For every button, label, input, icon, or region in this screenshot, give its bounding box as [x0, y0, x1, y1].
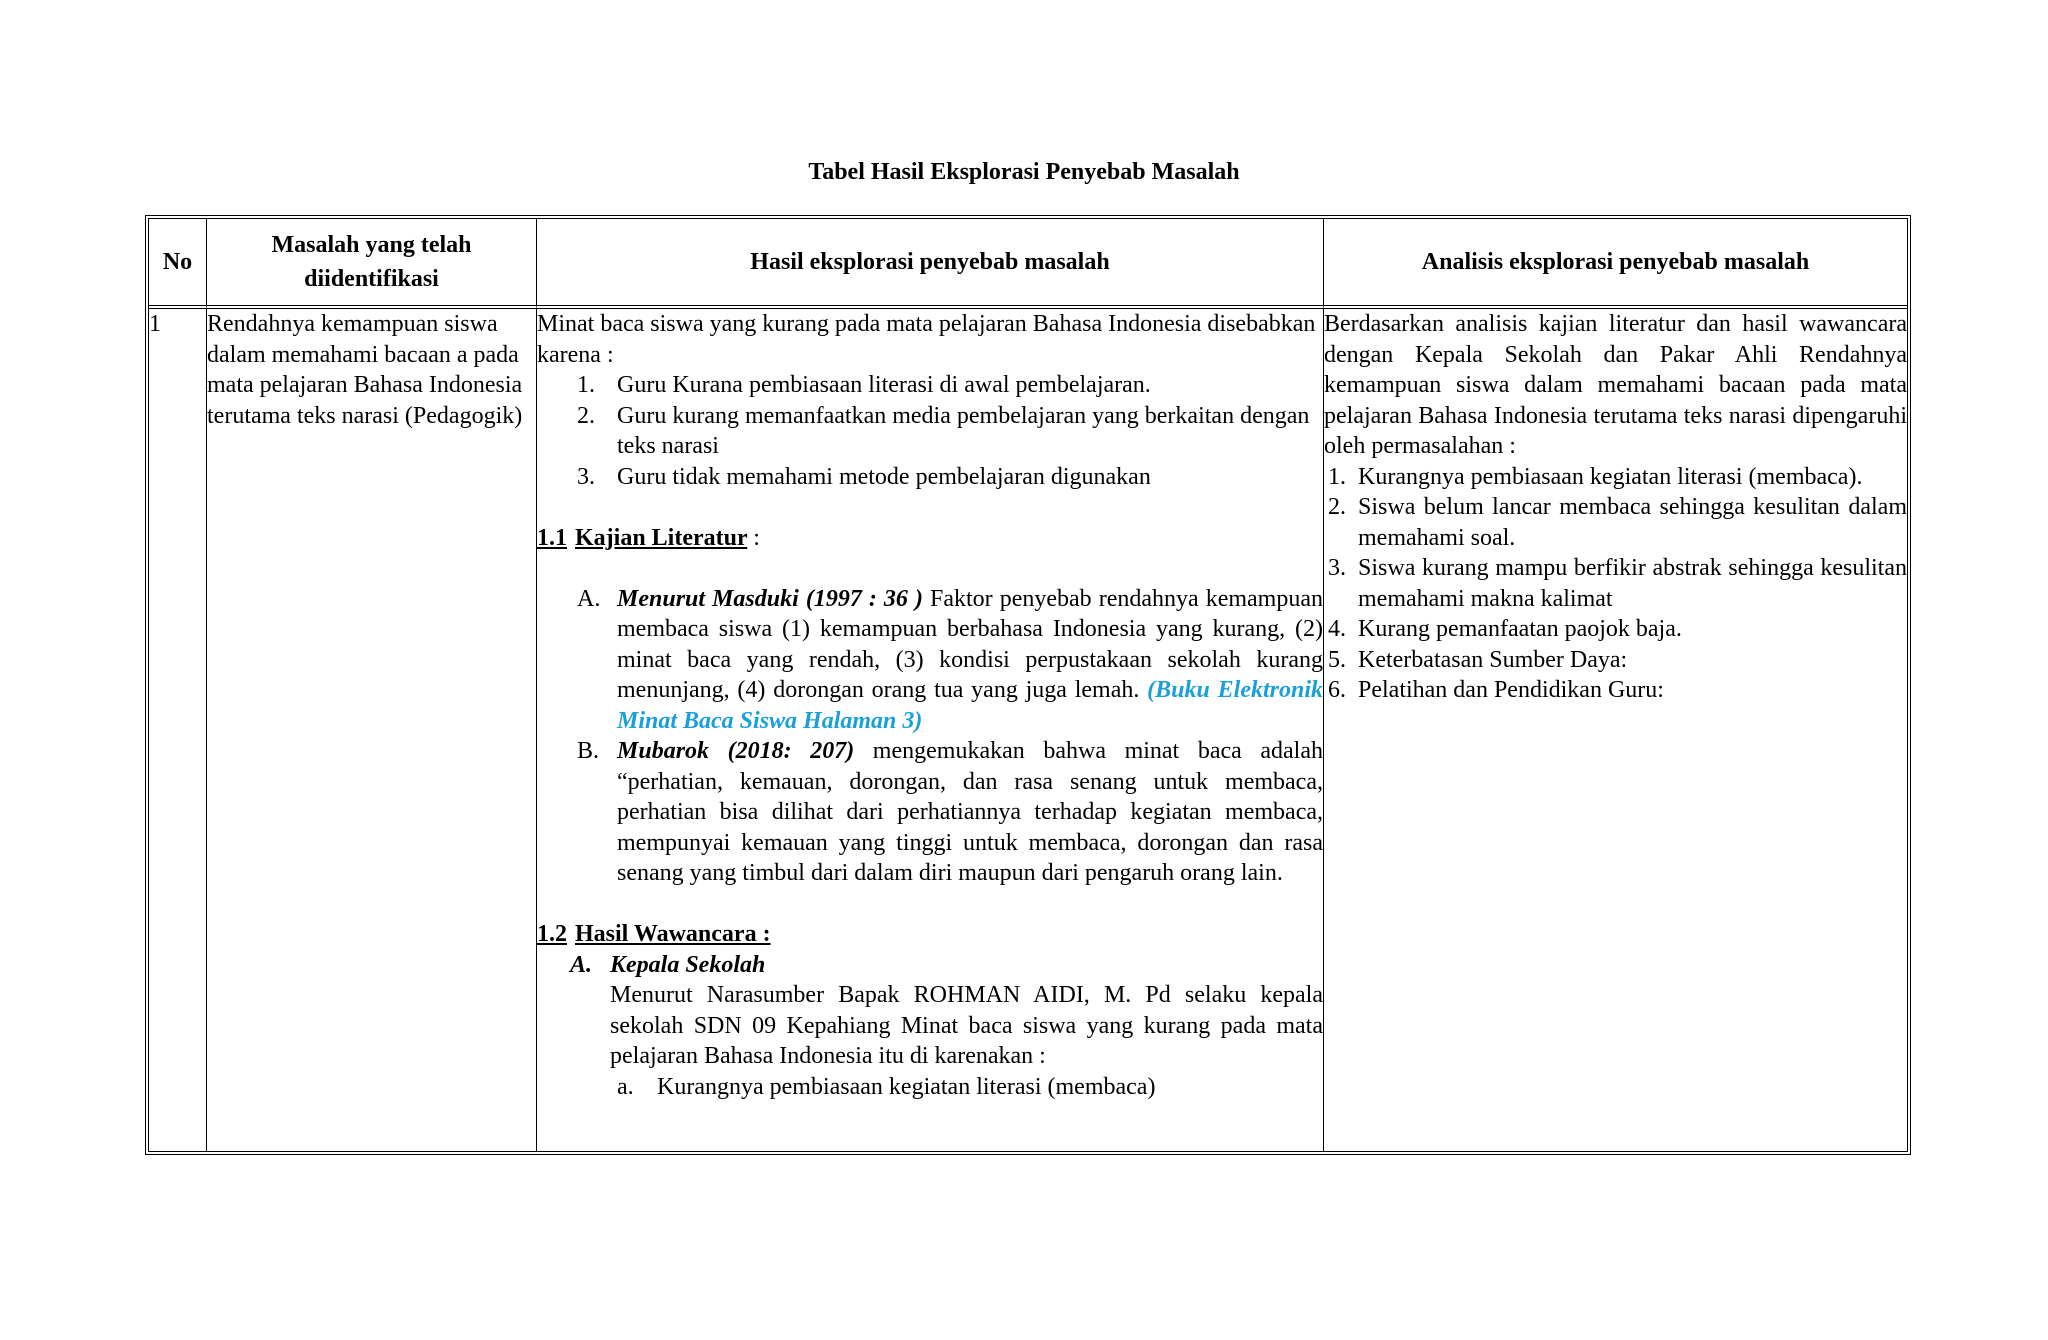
principal-sub-item-text: Kurangnya pembiasaan kegiatan literasi (membaca) — [657, 1073, 1156, 1100]
list-item-text: Kurang pemanfaatan paojok baja. — [1358, 616, 1682, 642]
header-analysis: Analisis eksplorasi penyebab masalah — [1324, 219, 1907, 309]
literature-title: Kajian Literatur — [575, 524, 748, 551]
list-item — [537, 370, 1323, 401]
principal-sub-item — [537, 1072, 1323, 1103]
cell-explore — [537, 309, 1324, 1151]
list-item — [1324, 462, 1907, 493]
list-item-text: Keterbatasan Sumber Daya: — [1358, 646, 1628, 673]
literature-colon: : — [753, 524, 760, 551]
list-item-number: 4. — [1328, 616, 1346, 642]
list-item — [1324, 675, 1907, 706]
exploration-table — [145, 215, 1911, 1155]
explore-cause-list — [537, 370, 1323, 492]
list-item-number: 6. — [1328, 677, 1346, 703]
list-item-number: 1. — [1328, 463, 1346, 490]
cell-no: 1 — [149, 309, 207, 1151]
cell-problem: Rendahnya kemampuan siswa dalam memahami bacaan a pada mata pelajaran Bahasa Indonesia terutama teks narasi (Pedagogik) — [207, 309, 537, 1151]
literature-item-b-number: B. — [577, 738, 600, 764]
explore-intro: Minat baca siswa yang kurang pada mata pelajaran Bahasa Indonesia disebabkan karena : — [537, 311, 1316, 368]
principal-number: A. — [570, 951, 593, 978]
literature-heading — [537, 523, 1323, 554]
literature-a-citation: (Buku Elektronik Minat Baca Siswa Halaman 3) — [617, 677, 1324, 734]
page-title: Tabel Hasil Eksplorasi Penyebab Masalah — [808, 159, 1240, 185]
list-item-number: 2. — [1328, 494, 1346, 520]
analysis-list — [1324, 462, 1907, 706]
list-item-text: Siswa kurang mampu berfikir abstrak sehingga kesulitan memahami makna kalimat — [1358, 555, 1907, 612]
header-problem: Masalah yang telah diidentifikasi — [207, 219, 537, 309]
principal-title: Kepala Sekolah — [610, 951, 766, 978]
literature-item-b — [537, 736, 1323, 889]
literature-number: 1.1 — [537, 524, 567, 551]
list-item-text: Guru kurang memanfaatkan media pembelajaran yang berkaitan dengan teks narasi — [617, 402, 1310, 459]
literature-a-author: Menurut Masduki (1997 : 36 ) — [617, 585, 923, 612]
interview-number: 1.2 — [537, 921, 567, 947]
literature-item-a — [537, 584, 1323, 737]
list-item — [537, 462, 1323, 493]
list-item — [1324, 645, 1907, 676]
list-item-number: 3. — [577, 463, 595, 490]
list-item-number: 5. — [1328, 646, 1346, 673]
table-row — [149, 309, 1907, 1151]
literature-b-author: Mubarok (2018: 207) — [617, 738, 855, 764]
principal-heading — [537, 950, 1323, 981]
list-item — [1324, 614, 1907, 645]
interview-title: Hasil Wawancara : — [575, 921, 771, 947]
list-item — [1324, 553, 1907, 614]
principal-text: Menurut Narasumber Bapak ROHMAN AIDI, M. Pd selaku kepala sekolah SDN 09 Kepahiang Minat baca siswa yang kurang pada mata pelajaran Bahasa Indonesia itu di karenakan : — [610, 982, 1323, 1069]
interview-heading — [537, 919, 1323, 950]
header-explore: Hasil eksplorasi penyebab masalah — [537, 219, 1324, 309]
literature-item-a-number: A. — [577, 585, 601, 612]
list-item-text: Siswa belum lancar membaca sehingga kesulitan dalam memahami soal. — [1358, 494, 1907, 551]
table-header-row — [149, 219, 1907, 309]
list-item-text: Guru Kurana pembiasaan literasi di awal pembelajaran. — [617, 372, 1151, 398]
list-item — [537, 401, 1323, 462]
list-item-text: Guru tidak memahami metode pembelajaran digunakan — [617, 463, 1151, 490]
list-item-number: 3. — [1328, 555, 1346, 581]
literature-b-text: mengemukakan bahwa minat baca adalah “perhatian, kemauan, dorongan, dan rasa senang untuk membaca, perhatian bisa dilihat dari perhatiannya terhadap kegiatan membaca, mempunyai kemauan yang tinggi untuk membaca, dorongan dan rasa senang yang timbul dari dalam diri maupun dari pengaruh orang lain. — [617, 738, 1323, 886]
list-item-number: 1. — [577, 372, 595, 398]
cell-analysis — [1324, 309, 1907, 1151]
analysis-intro: Berdasarkan analisis kajian literatur dan hasil wawancara dengan Kepala Sekolah dan Pakar Ahli Rendahnya kemampuan siswa dalam memahami bacaan pada mata pelajaran Bahasa Indonesia terutama teks narasi dipengaruhi oleh permasalahan : — [1324, 311, 1907, 459]
header-no: No — [149, 219, 207, 309]
list-item-text: Pelatihan dan Pendidikan Guru: — [1358, 677, 1664, 703]
list-item-text: Kurangnya pembiasaan kegiatan literasi (membaca). — [1358, 463, 1863, 490]
list-item — [1324, 492, 1907, 553]
literature-a-text: Faktor penyebab rendahnya kemampuan membaca siswa (1) kemampuan berbahasa Indonesia yang kurang, (2) minat baca yang rendah, (3) kondisi perpustakaan sekolah kurang menunjang, (4) dorongan orang tua yang juga lemah. — [617, 585, 1323, 703]
principal-sub-item-letter: a. — [617, 1073, 634, 1100]
list-item-number: 2. — [577, 402, 595, 429]
